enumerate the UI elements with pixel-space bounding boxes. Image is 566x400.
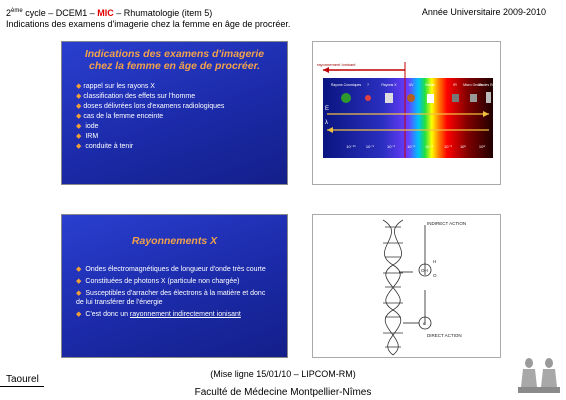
h-label: H: [433, 259, 437, 264]
header-line2: Indications des examens d'imagerie chez la femme en âge de procréer.: [6, 19, 291, 29]
slide-spectrum: [312, 41, 501, 185]
academic-year: Année Universitaire 2009-2010: [421, 7, 546, 17]
slide3-title: Rayonnements X: [131, 235, 218, 247]
list-item: ◆ rappel sur les rayons X: [76, 83, 155, 90]
slide1-bullets: [76, 82, 287, 152]
list-item: ◆ conduite à tenir: [76, 143, 134, 150]
spectrum-label: Rayons X: [381, 83, 397, 87]
energy-letter: E: [325, 106, 330, 112]
spectrum-label: Rayons Cosmiques: [330, 83, 362, 87]
slide3-bullets: [76, 265, 275, 319]
bullet-text: Constituées de photons X (particule non chargée): [85, 278, 240, 285]
oh-label: OH: [421, 268, 428, 273]
scale-label: 10⁻²: [444, 144, 452, 149]
cycle-number: 2: [6, 8, 12, 18]
o-label: O: [433, 273, 437, 278]
dna-helix: [383, 220, 403, 355]
bullet-text: Ondes électromagnétiques de longueur d'onde très courte: [85, 266, 266, 273]
spectrum-label: UV: [408, 83, 414, 87]
statue-logo-icon: [516, 355, 562, 395]
dna-figure: [313, 215, 500, 357]
frog-icon: [341, 93, 351, 103]
scale-label: 10⁻⁹: [365, 144, 375, 149]
indirect-label: INDIRECT ACTION: [427, 221, 467, 226]
xray-icon: [385, 93, 393, 103]
header-line1: [6, 6, 290, 19]
microwave-icon: [470, 94, 477, 102]
bullet-text: iode: [83, 123, 99, 130]
bullet-text: Susceptibles d'arracher des électrons à la matière et donc de lui transférer de l'énergie: [76, 290, 266, 306]
underlined-term: rayonnement indirectement ionisant: [129, 311, 241, 318]
slide-indications: [61, 41, 288, 185]
list-item: ◆ classification des effets sur l'homme: [76, 93, 196, 100]
list-item: ◆ IRM: [76, 133, 99, 140]
apple-icon: [365, 95, 371, 101]
header-mic: MIC: [97, 8, 114, 18]
spectrum-label: Micro Ondes: [463, 83, 483, 87]
scale-label: 10⁸: [478, 144, 486, 149]
bear-icon: [407, 94, 415, 102]
mise-en-ligne: (Mise ligne 15/01/10 – LIPCOM-RM): [210, 369, 356, 379]
direct-label: DIRECT ACTION: [427, 333, 462, 338]
scale-label: 10⁻²: [407, 144, 415, 149]
lambda-letter: λ: [325, 120, 328, 126]
action-paths: [399, 225, 431, 329]
list-item: ◆ doses délivrées lors d'examens radiologiques: [76, 103, 225, 110]
bullet-text: classification des effets sur l'homme: [83, 93, 196, 100]
spectrum-figure: [313, 42, 500, 184]
list-item: ◆ cas de la femme enceinte: [76, 113, 164, 120]
cycle-superscript: ème: [11, 8, 23, 14]
bullet-text: IRM: [83, 133, 99, 140]
heater-icon: [452, 94, 459, 102]
list-item: ◆ Susceptibles d'arracher des électrons à la matière et donc de lui transférer de l'énergie: [76, 290, 266, 306]
slide-rayonnements-x: [61, 214, 288, 358]
list-item: ◆ Constituées de photons X (particule non chargée): [76, 278, 240, 285]
scale-label: 10⁻²: [425, 144, 433, 149]
faculty-name: Faculté de Médecine Montpellier-Nîmes: [194, 387, 372, 398]
list-item: ◆ C'est donc un rayonnement indirectement ionisant: [76, 311, 241, 318]
slide1-title: Indications des examens d'imagerie chez la femme en âge de procréer.: [84, 48, 265, 72]
header-cycle-text: cycle – DCEM1 –: [22, 8, 98, 18]
bullet-text: C'est donc un: [85, 311, 130, 318]
electron-label: e: [423, 321, 426, 326]
scale-label: 10⁵: [459, 144, 467, 149]
spectrum-label: IR: [453, 83, 457, 87]
list-item: ◆ Ondes électromagnétiques de longueur d'onde très courte: [76, 266, 266, 273]
scale-label: 10⁻²: [387, 144, 395, 149]
person-icon: [427, 94, 434, 103]
scale-label: 10⁻¹⁶: [346, 144, 356, 149]
list-item: ◆ iode: [76, 123, 99, 130]
spectrum-label: Visible: [424, 83, 436, 87]
header-specialty: – Rhumatologie (item 5): [113, 8, 213, 18]
bullet-text: conduite à tenir: [83, 143, 134, 150]
arrow-label: rayonnement Ionisant: [317, 62, 356, 67]
spectrum-label: ?: [367, 83, 369, 87]
slide-dna-action: [312, 214, 501, 358]
radio-icon: [486, 92, 491, 103]
bullet-text: rappel sur les rayons X: [83, 83, 155, 90]
author-name: Taourel: [6, 374, 39, 385]
spectrum-label: Ondes Radio: [478, 83, 500, 87]
bullet-text: cas de la femme enceinte: [83, 113, 164, 120]
page-header: [6, 6, 290, 30]
arrow-head-icon: [323, 67, 329, 73]
bullet-text: doses délivrées lors d'examens radiologiques: [83, 103, 225, 110]
